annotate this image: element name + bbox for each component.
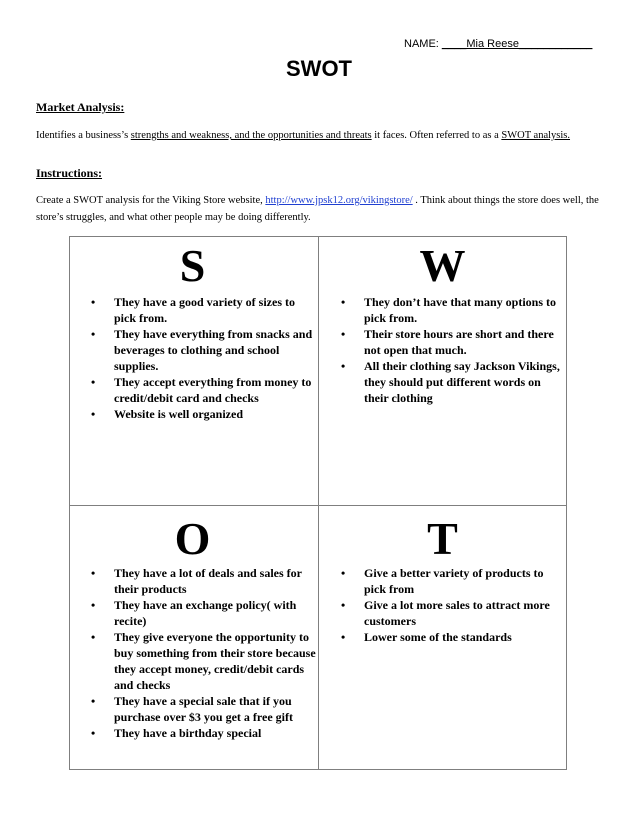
list-item <box>91 294 316 326</box>
list-item-text: They have a special sale that if you purchase over $3 you get a free gift <box>114 694 293 724</box>
list-item-text: They have a good variety of sizes to pick from. <box>114 295 295 325</box>
name-line <box>404 38 592 50</box>
swot-definition-underline: strengths and weakness, and the opportunities and threats <box>130 130 372 141</box>
bullet-icon: • <box>91 375 96 389</box>
list-item <box>341 294 565 326</box>
opportunities-quadrant <box>70 506 318 769</box>
list-item <box>91 725 316 741</box>
weaknesses-quadrant <box>319 237 566 505</box>
bullet-icon: • <box>91 295 96 309</box>
list-item <box>91 693 316 725</box>
strengths-letter: S <box>179 240 206 291</box>
swot-analysis-underline: SWOT analysis. <box>501 130 571 141</box>
list-item <box>341 565 565 597</box>
market-analysis-text-start: Identifies a business’s <box>36 130 131 141</box>
list-item-text: They accept everything from money to credit/debit card and checks <box>114 375 312 405</box>
bullet-icon: • <box>341 566 346 580</box>
bullet-icon: • <box>341 295 346 309</box>
list-item-text: All their clothing say Jackson Vikings, they should put different words on their clothing <box>364 359 560 405</box>
instructions-text-end: . Think about things the store does well, the store’s struggles, and what other people may be doing differently. <box>36 195 599 223</box>
list-item <box>91 406 316 422</box>
market-analysis-text-middle: it faces. Often referred to as a <box>371 130 502 141</box>
instructions-text <box>36 192 604 226</box>
bullet-icon: • <box>91 694 96 708</box>
bullet-icon: • <box>91 327 96 341</box>
bullet-icon: • <box>341 359 346 373</box>
list-item-text: Website is well organized <box>114 407 243 421</box>
instructions-heading: Instructions: <box>36 166 103 180</box>
threats-letter: T <box>427 513 458 564</box>
opportunities-list <box>91 565 316 741</box>
bullet-icon: • <box>91 630 96 644</box>
opportunities-letter: O <box>174 513 211 564</box>
viking-store-link[interactable]: http://www.jpsk12.org/vikingstore/ <box>265 195 413 206</box>
list-item-text: They have a lot of deals and sales for their products <box>114 566 302 596</box>
weaknesses-list <box>341 294 565 406</box>
bullet-icon: • <box>91 726 96 740</box>
strengths-quadrant <box>70 237 318 505</box>
threats-quadrant <box>319 506 566 769</box>
list-item-text: Lower some of the standards <box>364 630 512 644</box>
list-item-text: They have a birthday special <box>114 726 262 740</box>
list-item <box>91 565 316 597</box>
bullet-icon: • <box>341 327 346 341</box>
list-item <box>341 358 565 406</box>
page-title: SWOT <box>286 56 352 81</box>
bullet-icon: • <box>341 630 346 644</box>
list-item-text: Give a better variety of products to pick from <box>364 566 544 596</box>
threats-list <box>341 565 565 645</box>
weaknesses-letter: W <box>419 240 466 291</box>
list-item <box>91 629 316 693</box>
list-item <box>91 326 316 374</box>
name-label: NAME: <box>404 38 439 50</box>
list-item-text: Their store hours are short and there not open that much. <box>364 327 554 357</box>
instructions-text-start: Create a SWOT analysis for the Viking Store website, <box>36 195 266 206</box>
bullet-icon: • <box>91 566 96 580</box>
list-item-text: They have an exchange policy( with recite) <box>114 598 297 628</box>
market-analysis-heading: Market Analysis: <box>36 100 125 114</box>
list-item <box>91 597 316 629</box>
list-item-text: They don’t have that many options to pick from. <box>364 295 557 325</box>
bullet-icon: • <box>91 598 96 612</box>
list-item <box>341 597 565 629</box>
name-value: ____Mia Reese____________ <box>441 38 593 50</box>
list-item <box>341 629 565 645</box>
list-item-text: Give a lot more sales to attract more customers <box>364 598 550 628</box>
strengths-list <box>91 294 316 422</box>
list-item <box>341 326 565 358</box>
market-analysis-text <box>36 127 604 144</box>
list-item <box>91 374 316 406</box>
bullet-icon: • <box>91 407 96 421</box>
list-item-text: They give everyone the opportunity to buy something from their store because they accept money, credit/debit cards and checks <box>114 630 316 692</box>
list-item-text: They have everything from snacks and beverages to clothing and school supplies. <box>114 327 313 373</box>
bullet-icon: • <box>341 598 346 612</box>
